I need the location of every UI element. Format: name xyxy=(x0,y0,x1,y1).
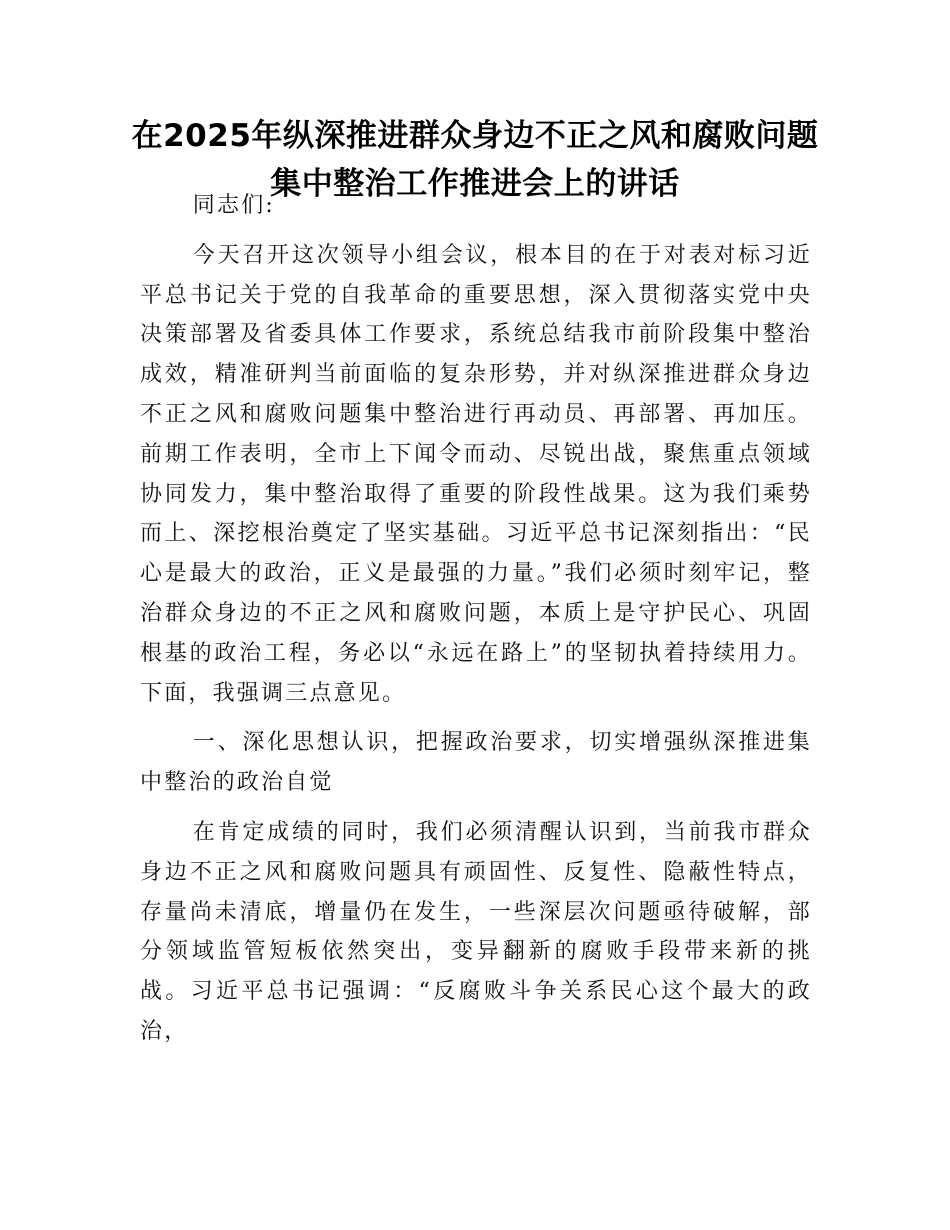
document-title: 在2025年纵深推进群众身边不正之风和腐败问题集中整治工作推进会上的讲话 xyxy=(131,118,819,202)
document-body xyxy=(140,186,812,1062)
section-heading-one: 一、深化思想认识，把握政治要求，切实增强纵深推进集中整治的政治自觉 xyxy=(140,730,812,796)
paragraph-opening: 今天召开这次领导小组会议，根本目的在于对表对标习近平总书记关于党的自我革命的重要思想，深入贯彻落实党中央决策部署及省委具体工作要求，系统总结我市前阶段集中整治成效，精准研判当前面临的复杂形势，并对纵深推进群众身边不正之风和腐败问题集中整治进行再动员、再部署、再加压。前期工作表明，全市上下闻令而动、尽锐出战，聚焦重点领域协同发力，集中整治取得了重要的阶段性战果。这为我们乘势而上、深挖根治奠定了坚实基础。习近平总书记深刻指出：“民心是最大的政治，正义是最强的力量。”我们必须时刻牢记，整治群众身边的不正之风和腐败问题，本质上是守护民心、巩固根基的政治工程，务必以“永远在路上”的坚韧执着持续用力。下面，我强调三点意见。 xyxy=(140,242,812,706)
salutation: 同志们: xyxy=(192,193,276,218)
paragraph-section-one: 在肯定成绩的同时，我们必须清醒认识到，当前我市群众身边不正之风和腐败问题具有顽固性、反复性、隐蔽性特点，存量尚未清底，增量仍在发生，一些深层次问题亟待破解，部分领域监管短板依然突出，变异翻新的腐败手段带来新的挑战。习近平总书记强调：“反腐败斗争关系民心这个最大的政治， xyxy=(140,819,812,1044)
